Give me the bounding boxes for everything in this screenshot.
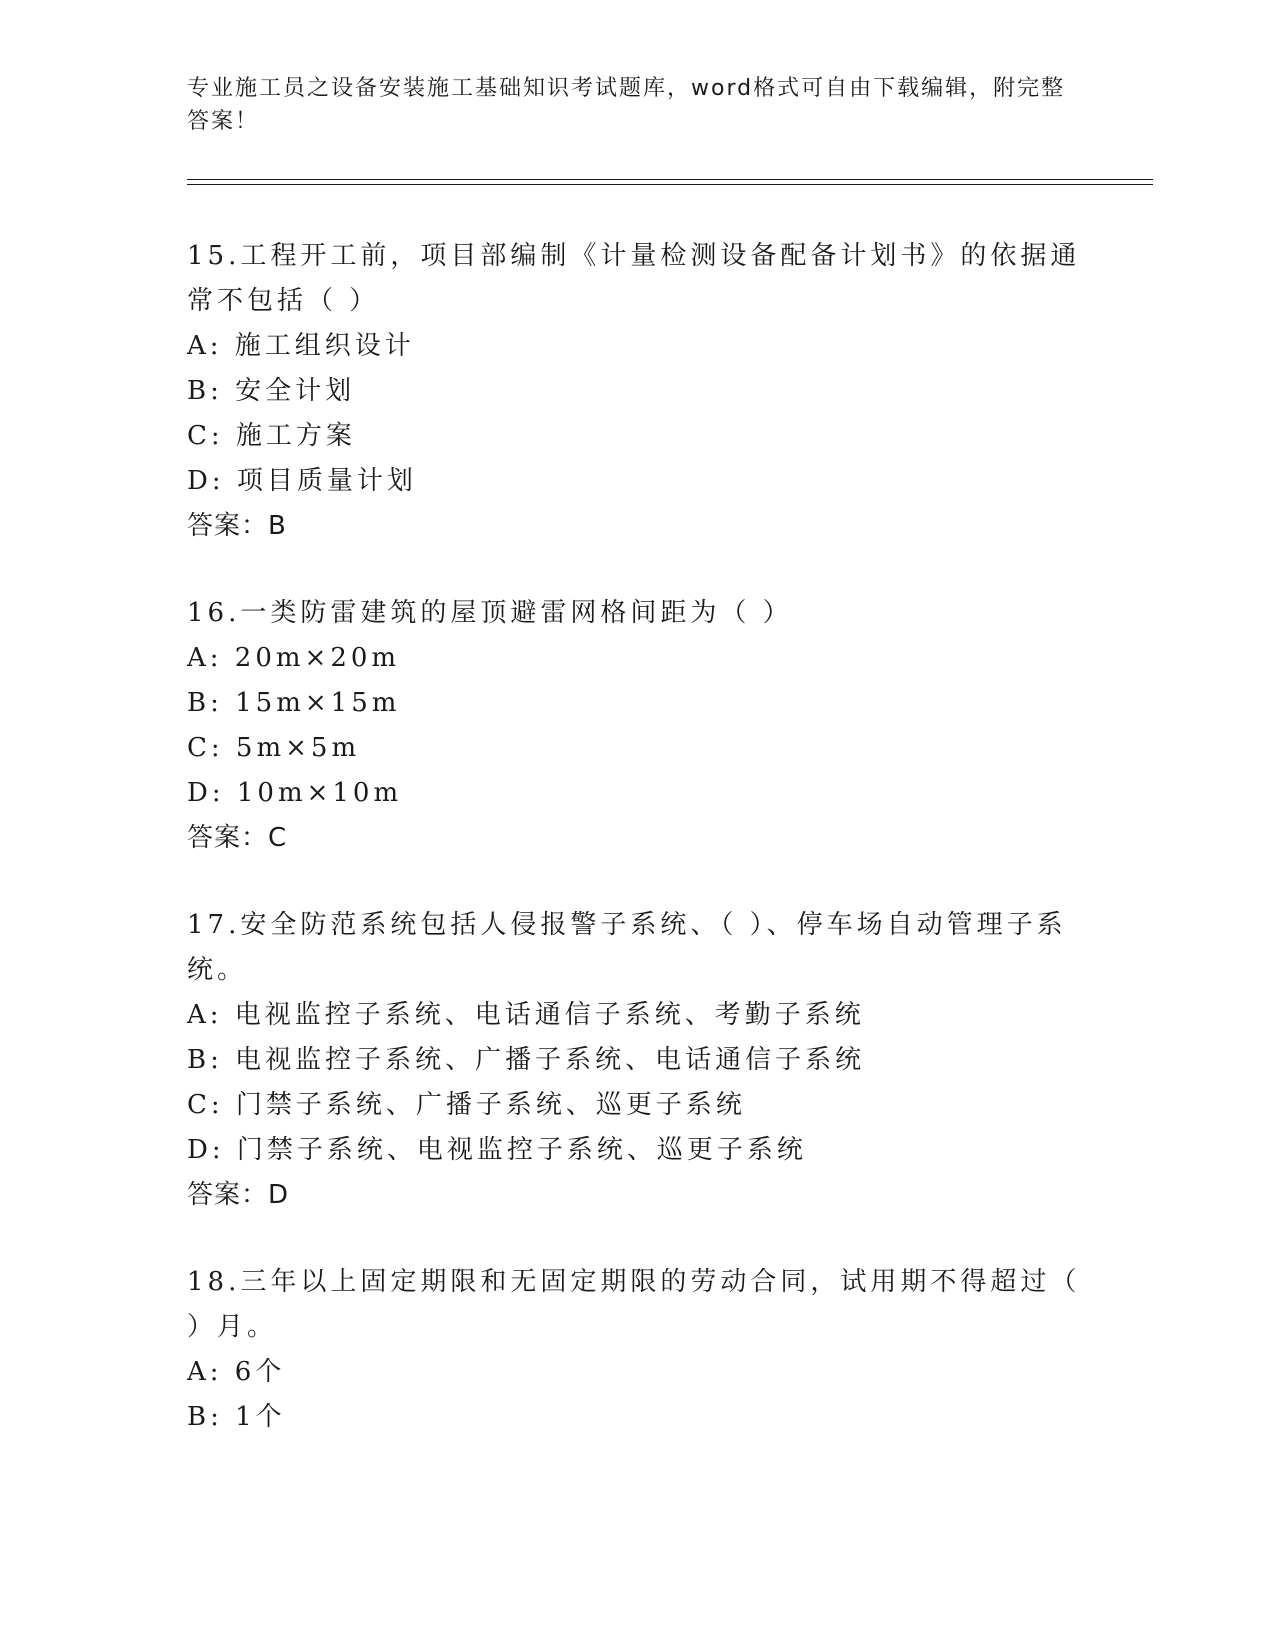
option-d: D: 门禁子系统、电视监控子系统、巡更子系统: [187, 1135, 807, 1165]
option-a: A: 20m×20m: [187, 643, 401, 673]
option-b: B: 1个: [187, 1402, 286, 1432]
option-b: B: 15m×15m: [187, 688, 401, 718]
option-b: B: 电视监控子系统、广播子系统、电话通信子系统: [187, 1045, 866, 1075]
question-18: [187, 1260, 1087, 1440]
question-text: 16.一类防雷建筑的屋顶避雷网格间距为（ ）: [187, 598, 793, 628]
answer: 答案：B: [187, 511, 287, 541]
question-text: 18.三年以上固定期限和无固定期限的劳动合同，试用期不得超过（ ）月。: [187, 1267, 1081, 1342]
document-intro: 专业施工员之设备安装施工基础知识考试题库，word格式可自由下载编辑，附完整答案！: [187, 76, 1066, 134]
question-15: [187, 234, 1087, 549]
option-a: A: 6个: [187, 1357, 286, 1387]
option-a: A: 施工组织设计: [187, 331, 415, 361]
question-text: 17.安全防范系统包括人侵报警子系统、（ ）、停车场自动管理子系统。: [187, 910, 1067, 985]
option-a: A: 电视监控子系统、电话通信子系统、考勤子系统: [187, 1000, 865, 1030]
question-17: [187, 903, 1087, 1218]
option-b: B: 安全计划: [187, 376, 356, 406]
header-divider-top: [187, 179, 1153, 180]
answer: 答案：C: [187, 823, 288, 853]
header-divider-bottom: [187, 184, 1153, 185]
question-16: [187, 591, 1087, 861]
question-text: 15.工程开工前，项目部编制《计量检测设备配备计划书》的依据通常不包括（ ）: [187, 241, 1081, 316]
question-list: [187, 234, 1087, 1482]
option-d: D: 10m×10m: [187, 778, 403, 808]
option-c: C: 5m×5m: [187, 733, 361, 763]
option-c: C: 施工方案: [187, 421, 356, 451]
answer: 答案：D: [187, 1180, 290, 1210]
option-c: C: 门禁子系统、广播子系统、巡更子系统: [187, 1090, 746, 1120]
option-d: D: 项目质量计划: [187, 466, 417, 496]
